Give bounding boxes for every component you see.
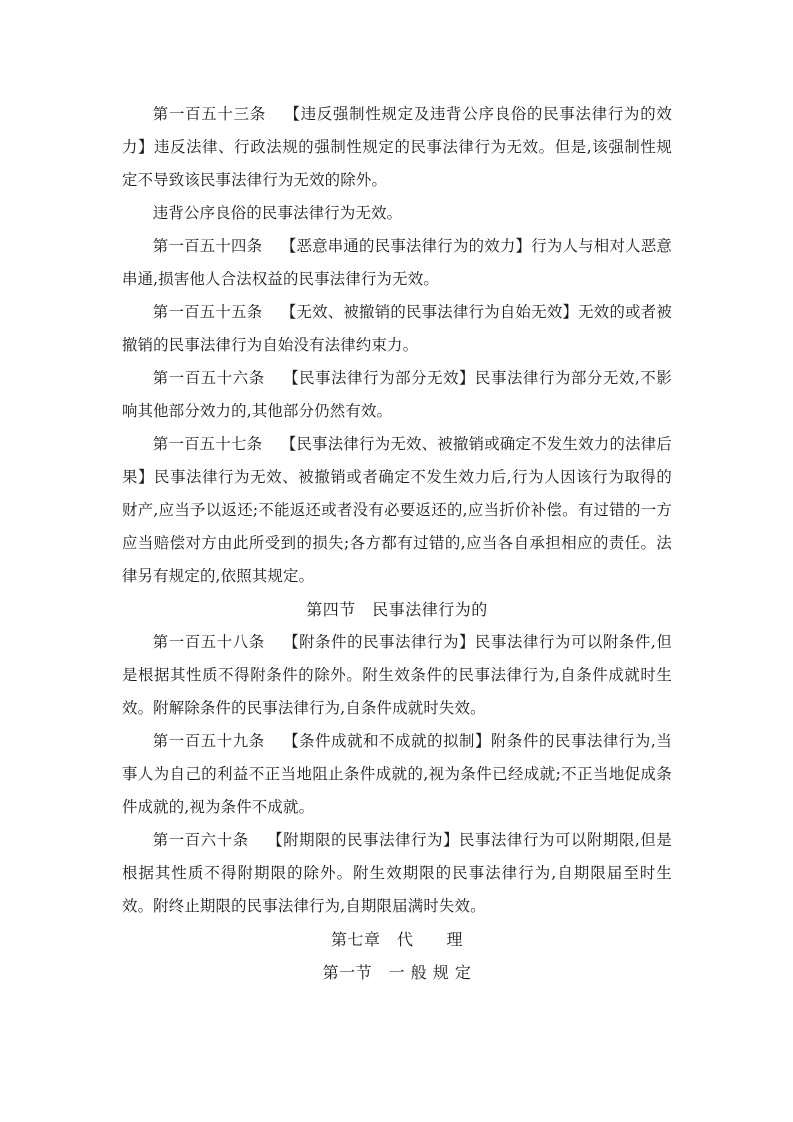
article-number: 第一百五十四条: [152, 237, 263, 255]
article-text: 【恶意串通的民事法律行为的效力】行为人与相对人恶意串通,损害他人合法权益的民事法律行为无效。: [122, 237, 672, 288]
section-4-heading: 第四节 民事法律行为的: [306, 600, 488, 619]
article-number: 第一百五十六条: [152, 369, 265, 387]
article-number: 第一百五十九条: [152, 732, 265, 750]
article-153: [122, 98, 672, 197]
article-text: 【附期限的民事法律行为】民事法律行为可以附期限,但是根据其性质不得附期限的除外。附生效期限的民事法律行为,自期限届至时生效。附终止期限的民事法律行为,自期限届满时失效。: [122, 831, 673, 915]
article-number: 第一百六十条: [152, 831, 249, 849]
article-154: [122, 230, 672, 296]
article-153-paragraph-2: 违背公序良俗的民事法律行为无效。: [152, 204, 403, 222]
article-number: 第一百五十七条: [152, 435, 263, 453]
article-156: [122, 362, 672, 428]
article-number: 第一百五十三条: [152, 105, 266, 123]
article-text: 【民事法律行为部分无效】民事法律行为部分无效,不影响其他部分效力的,其他部分仍然有效。: [122, 369, 672, 420]
chapter-7-heading: 第七章 代 理: [330, 930, 463, 949]
article-159: [122, 725, 672, 824]
article-158: [122, 626, 672, 725]
article-text: 【民事法律行为无效、被撤销或确定不发生效力的法律后果】民事法律行为无效、被撤销或者确定不发生效力后,行为人因该行为取得的财产,应当予以返还;不能返还或者没有必要返还的,应当折价补偿。有过错的一方应当赔偿对方由此所受到的损失;各方都有过错的,应当各自承担相应的责任。法律另有规定的,依照其规定。: [122, 435, 672, 585]
article-number: 第一百五十五条: [152, 303, 263, 321]
article-160: [122, 824, 672, 923]
article-text: 【附条件的民事法律行为】民事法律行为可以附条件,但是根据其性质不得附条件的除外。附生效条件的民事法律行为,自条件成就时生效。附解除条件的民事法律行为,自条件成就时失效。: [122, 633, 672, 717]
section-1-heading: 第一节 一 般 规 定: [322, 963, 472, 982]
article-number: 第一百五十八条: [152, 633, 265, 651]
article-text: 【违反强制性规定及违背公序良俗的民事法律行为的效力】违反法律、行政法规的强制性规定的民事法律行为无效。但是,该强制性规定不导致该民事法律行为无效的除外。: [122, 105, 672, 189]
article-157: [122, 428, 672, 593]
document-page: [122, 98, 672, 989]
article-155: [122, 296, 672, 362]
article-text: 【无效、被撤销的民事法律行为自始无效】无效的或者被撤销的民事法律行为自始没有法律约束力。: [122, 303, 672, 354]
article-text: 【条件成就和不成就的拟制】附条件的民事法律行为,当事人为自己的利益不正当地阻止条件成就的,视为条件已经成就;不正当地促成条件成就的,视为条件不成就。: [122, 732, 672, 816]
